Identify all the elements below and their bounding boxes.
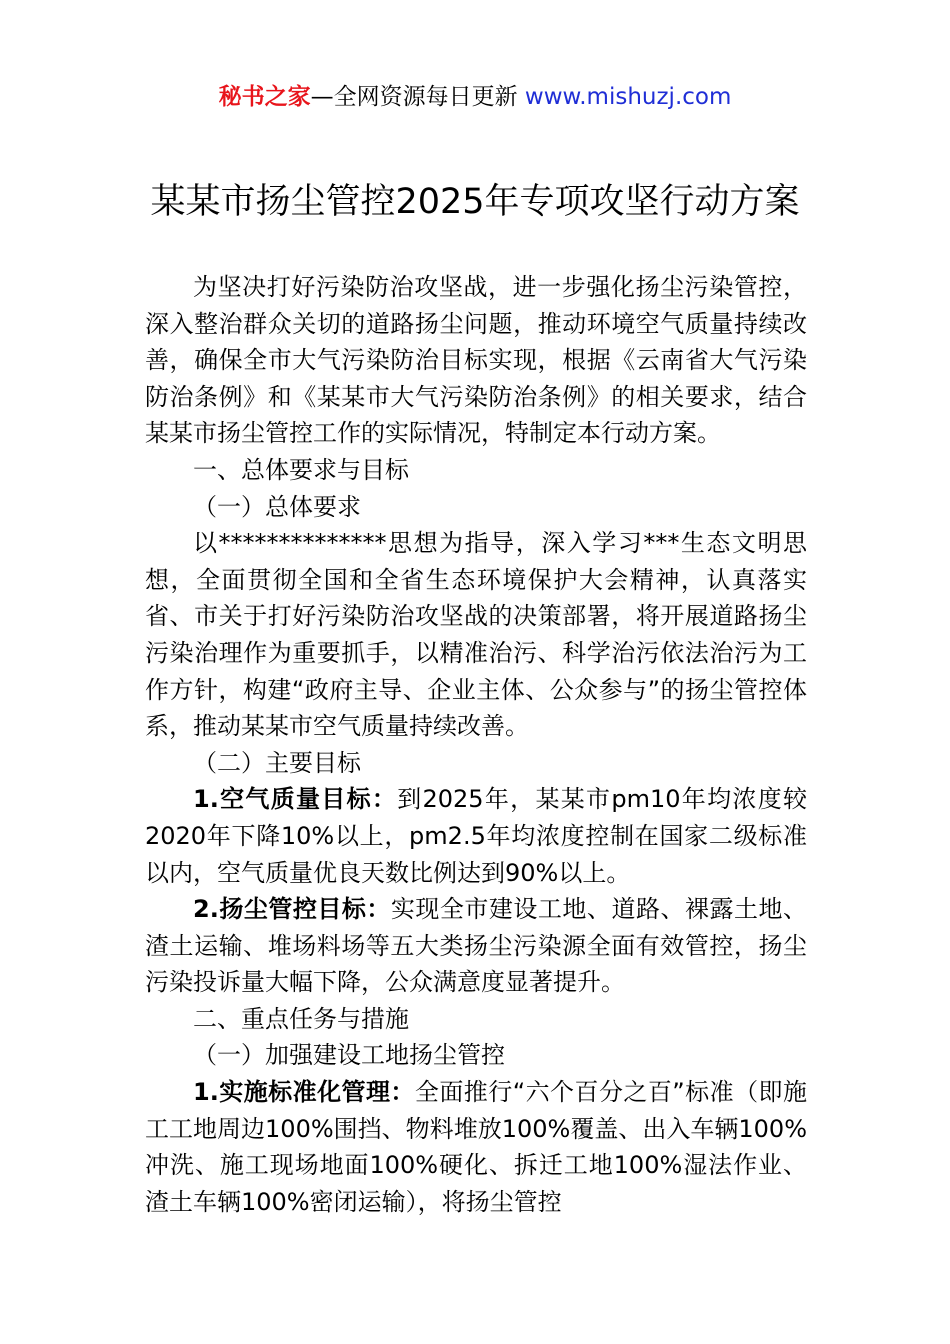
goal-lead: 1.空气质量目标：	[193, 785, 398, 814]
measure-text: 全面推行“六个百分之百”标准（即施工工地周边100%围挡、物料堆放100%覆盖、出入车辆100%冲洗、施工现场地面100%硬化、拆迁工地100%湿法作业、渣土车辆100%密闭运输），将扬尘管控	[145, 1078, 807, 1216]
heading-text: 一、总体要求与目标	[193, 455, 409, 484]
paragraph-text: 以**************思想为指导，深入学习***生态文明思想，全面贯彻全国和全省生态环境保护大会精神，认真落实省、市关于打好污染防治攻坚战的决策部署，将开展道路扬尘污染治理作为重要抓手，以精准治污、科学治污依法治污为工作方针，构建“政府主导、企业主体、公众参与”的扬尘管控体系，推动某某市空气质量持续改善。	[145, 529, 807, 741]
section-heading-1	[145, 452, 807, 489]
goal-item	[145, 891, 807, 1001]
site-banner	[0, 80, 950, 114]
goal-item	[145, 781, 807, 891]
banner-brand: 秘书之家	[218, 84, 311, 110]
measure-item	[145, 1074, 807, 1220]
heading-text: 二、重点任务与措施	[193, 1004, 409, 1033]
subsection-heading-1-1	[145, 489, 807, 526]
section-heading-2	[145, 1001, 807, 1038]
heading-text: （一）总体要求	[193, 492, 361, 521]
subsection-heading-1-2	[145, 745, 807, 782]
subsection-heading-2-1	[145, 1037, 807, 1074]
heading-text: （二）主要目标	[193, 748, 361, 777]
heading-text: （一）加强建设工地扬尘管控	[193, 1041, 505, 1070]
goal-text: 实现全市建设工地、道路、裸露土地、渣土运输、堆场料场等五大类扬尘污染源全面有效管控，扬尘污染投诉量大幅下降，公众满意度显著提升。	[145, 895, 807, 997]
banner-url-link[interactable]: www.mishuzj.com	[524, 84, 732, 110]
goal-lead: 2.扬尘管控目标：	[193, 895, 391, 924]
goal-text: 到2025年，某某市pm10年均浓度较2020年下降10%以上，pm2.5年均浓度控制在国家二级标准以内，空气质量优良天数比例达到90%以上。	[145, 785, 807, 887]
banner-tagline: —全网资源每日更新	[310, 84, 525, 110]
document-body	[145, 269, 807, 1220]
intro-paragraph	[145, 269, 807, 452]
body-paragraph	[145, 525, 807, 745]
paragraph-text: 为坚决打好污染防治攻坚战，进一步强化扬尘污染管控，深入整治群众关切的道路扬尘问题，推动环境空气质量持续改善，确保全市大气污染防治目标实现，根据《云南省大气污染防治条例》和《某某市大气污染防治条例》的相关要求，结合某某市扬尘管控工作的实际情况，特制定本行动方案。	[145, 273, 807, 448]
document-title: 某某市扬尘管控2025年专项攻坚行动方案	[150, 182, 800, 222]
measure-lead: 1.实施标准化管理：	[193, 1078, 415, 1107]
